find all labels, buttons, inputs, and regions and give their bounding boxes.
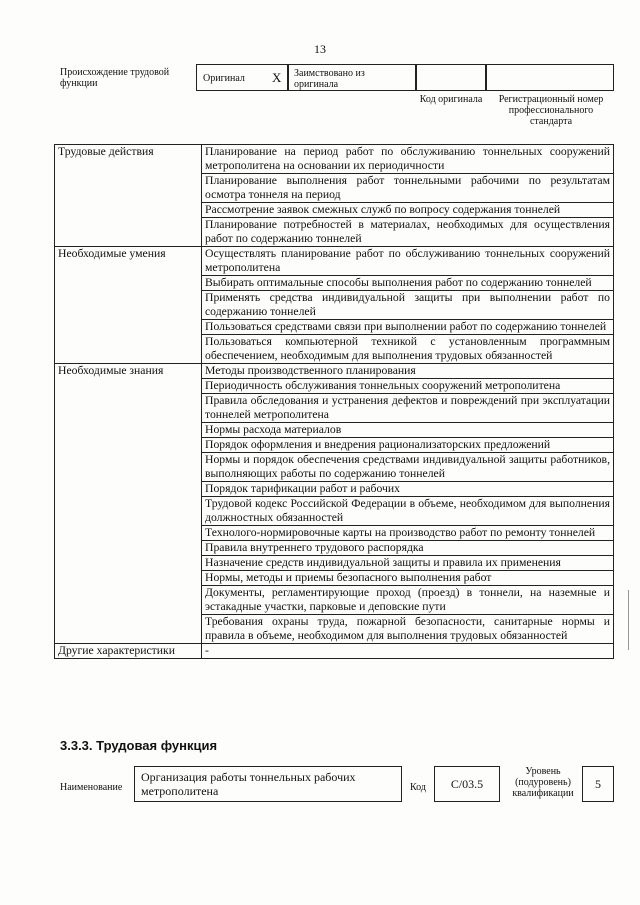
section-item: Применять средства индивидуальной защиты при выполнении работ по содержанию тоннелей: [202, 291, 614, 320]
section-item: Правила внутреннего трудового распорядка: [202, 541, 614, 556]
section-item: Планирование выполнения работ тоннельными рабочими по результатам осмотра тоннеля на период: [202, 174, 614, 203]
section-item: Осуществлять планирование работ по обслуживанию тоннельных сооружений метрополитена: [202, 247, 614, 276]
section-title: Трудовые действия: [55, 145, 202, 247]
level-label: Уровень (подуровень) квалификации: [512, 766, 574, 799]
section-item: Нормы, методы и приемы безопасного выполнения работ: [202, 571, 614, 586]
code-label: Код: [410, 782, 426, 793]
code-original-caption: Код оригинала: [419, 94, 483, 105]
section-item: Трудовой кодекс Российской Федерации в объеме, необходимом для выполнения должностных обязанностей: [202, 497, 614, 526]
borrowed-label: Заимствовано из оригинала: [294, 68, 365, 90]
name-cell: [134, 766, 402, 802]
section-item: Правила обследования и устранения дефектов и повреждений при эксплуатации тоннелей метрополитена: [202, 394, 614, 423]
name-value: Организация работы тоннельных рабочих метрополитена: [141, 770, 356, 798]
section-item: Методы производственного планирования: [202, 364, 614, 379]
table-row: [55, 644, 614, 659]
section-item: Выбирать оптимальные способы выполнения работ по содержанию тоннелей: [202, 276, 614, 291]
origin-label: Происхождение трудовой функции: [60, 67, 170, 89]
section-item: Планирование на период работ по обслуживанию тоннельных сооружений метрополитена на основании их периодичности: [202, 145, 614, 174]
section-item: Требования охраны труда, пожарной безопасности, санитарные нормы и правила в объеме, необходимом для выполнения трудовых обязанностей: [202, 615, 614, 644]
section-title: Необходимые знания: [55, 364, 202, 644]
name-label: Наименование: [60, 782, 123, 793]
table-row: [55, 247, 614, 276]
section-item: Пользоваться компьютерной техникой с установленным программным обеспечением, необходимым для выполнения трудовых обязанностей: [202, 335, 614, 364]
section-item: Документы, регламентирующие проход (проезд) в тоннели, на наземные и эстакадные участки, парковые и деповские пути: [202, 586, 614, 615]
function-table: [54, 144, 614, 659]
section-item: Назначение средств индивидуальной защиты и правила их применения: [202, 556, 614, 571]
section-item: Технолого-нормировочные карты на производство работ по ремонту тоннелей: [202, 526, 614, 541]
section-title: Необходимые умения: [55, 247, 202, 364]
section-item: Планирование потребностей в материалах, необходимых для осуществления работ по содержанию тоннелей: [202, 218, 614, 247]
level-cell: [582, 766, 614, 802]
section-item: Пользоваться средствами связи при выполнении работ по содержанию тоннелей: [202, 320, 614, 335]
function-heading: 3.3.3. Трудовая функция: [60, 738, 218, 753]
section-item: Рассмотрение заявок смежных служб по вопросу содержания тоннелей: [202, 203, 614, 218]
section-item: Нормы расхода материалов: [202, 423, 614, 438]
original-mark: X: [272, 70, 282, 85]
reg-number-cell: [486, 64, 614, 91]
section-item: Порядок тарификации работ и рабочих: [202, 482, 614, 497]
reg-number-caption: Регистрационный номер профессионального стандарта: [498, 94, 604, 127]
borrowed-cell: [288, 64, 416, 91]
section-item: Нормы и порядок обеспечения средствами индивидуальной защиты работников, выполняющих работы по содержанию тоннелей: [202, 453, 614, 482]
table-row: [55, 145, 614, 174]
code-cell: [434, 766, 500, 802]
original-cell: [196, 64, 288, 91]
section-item: Порядок оформления и внедрения рационализаторских предложений: [202, 438, 614, 453]
section-item: Периодичность обслуживания тоннельных сооружений метрополитена: [202, 379, 614, 394]
code-original-cell: [416, 64, 486, 91]
level-value: 5: [595, 776, 601, 791]
table-row: [55, 364, 614, 379]
section-title: Другие характеристики: [55, 644, 202, 659]
page-number: 13: [314, 42, 326, 56]
original-label: Оригинал: [203, 73, 245, 84]
section-item: -: [202, 644, 614, 659]
code-value: С/03.5: [450, 776, 484, 791]
margin-line: [628, 590, 635, 650]
